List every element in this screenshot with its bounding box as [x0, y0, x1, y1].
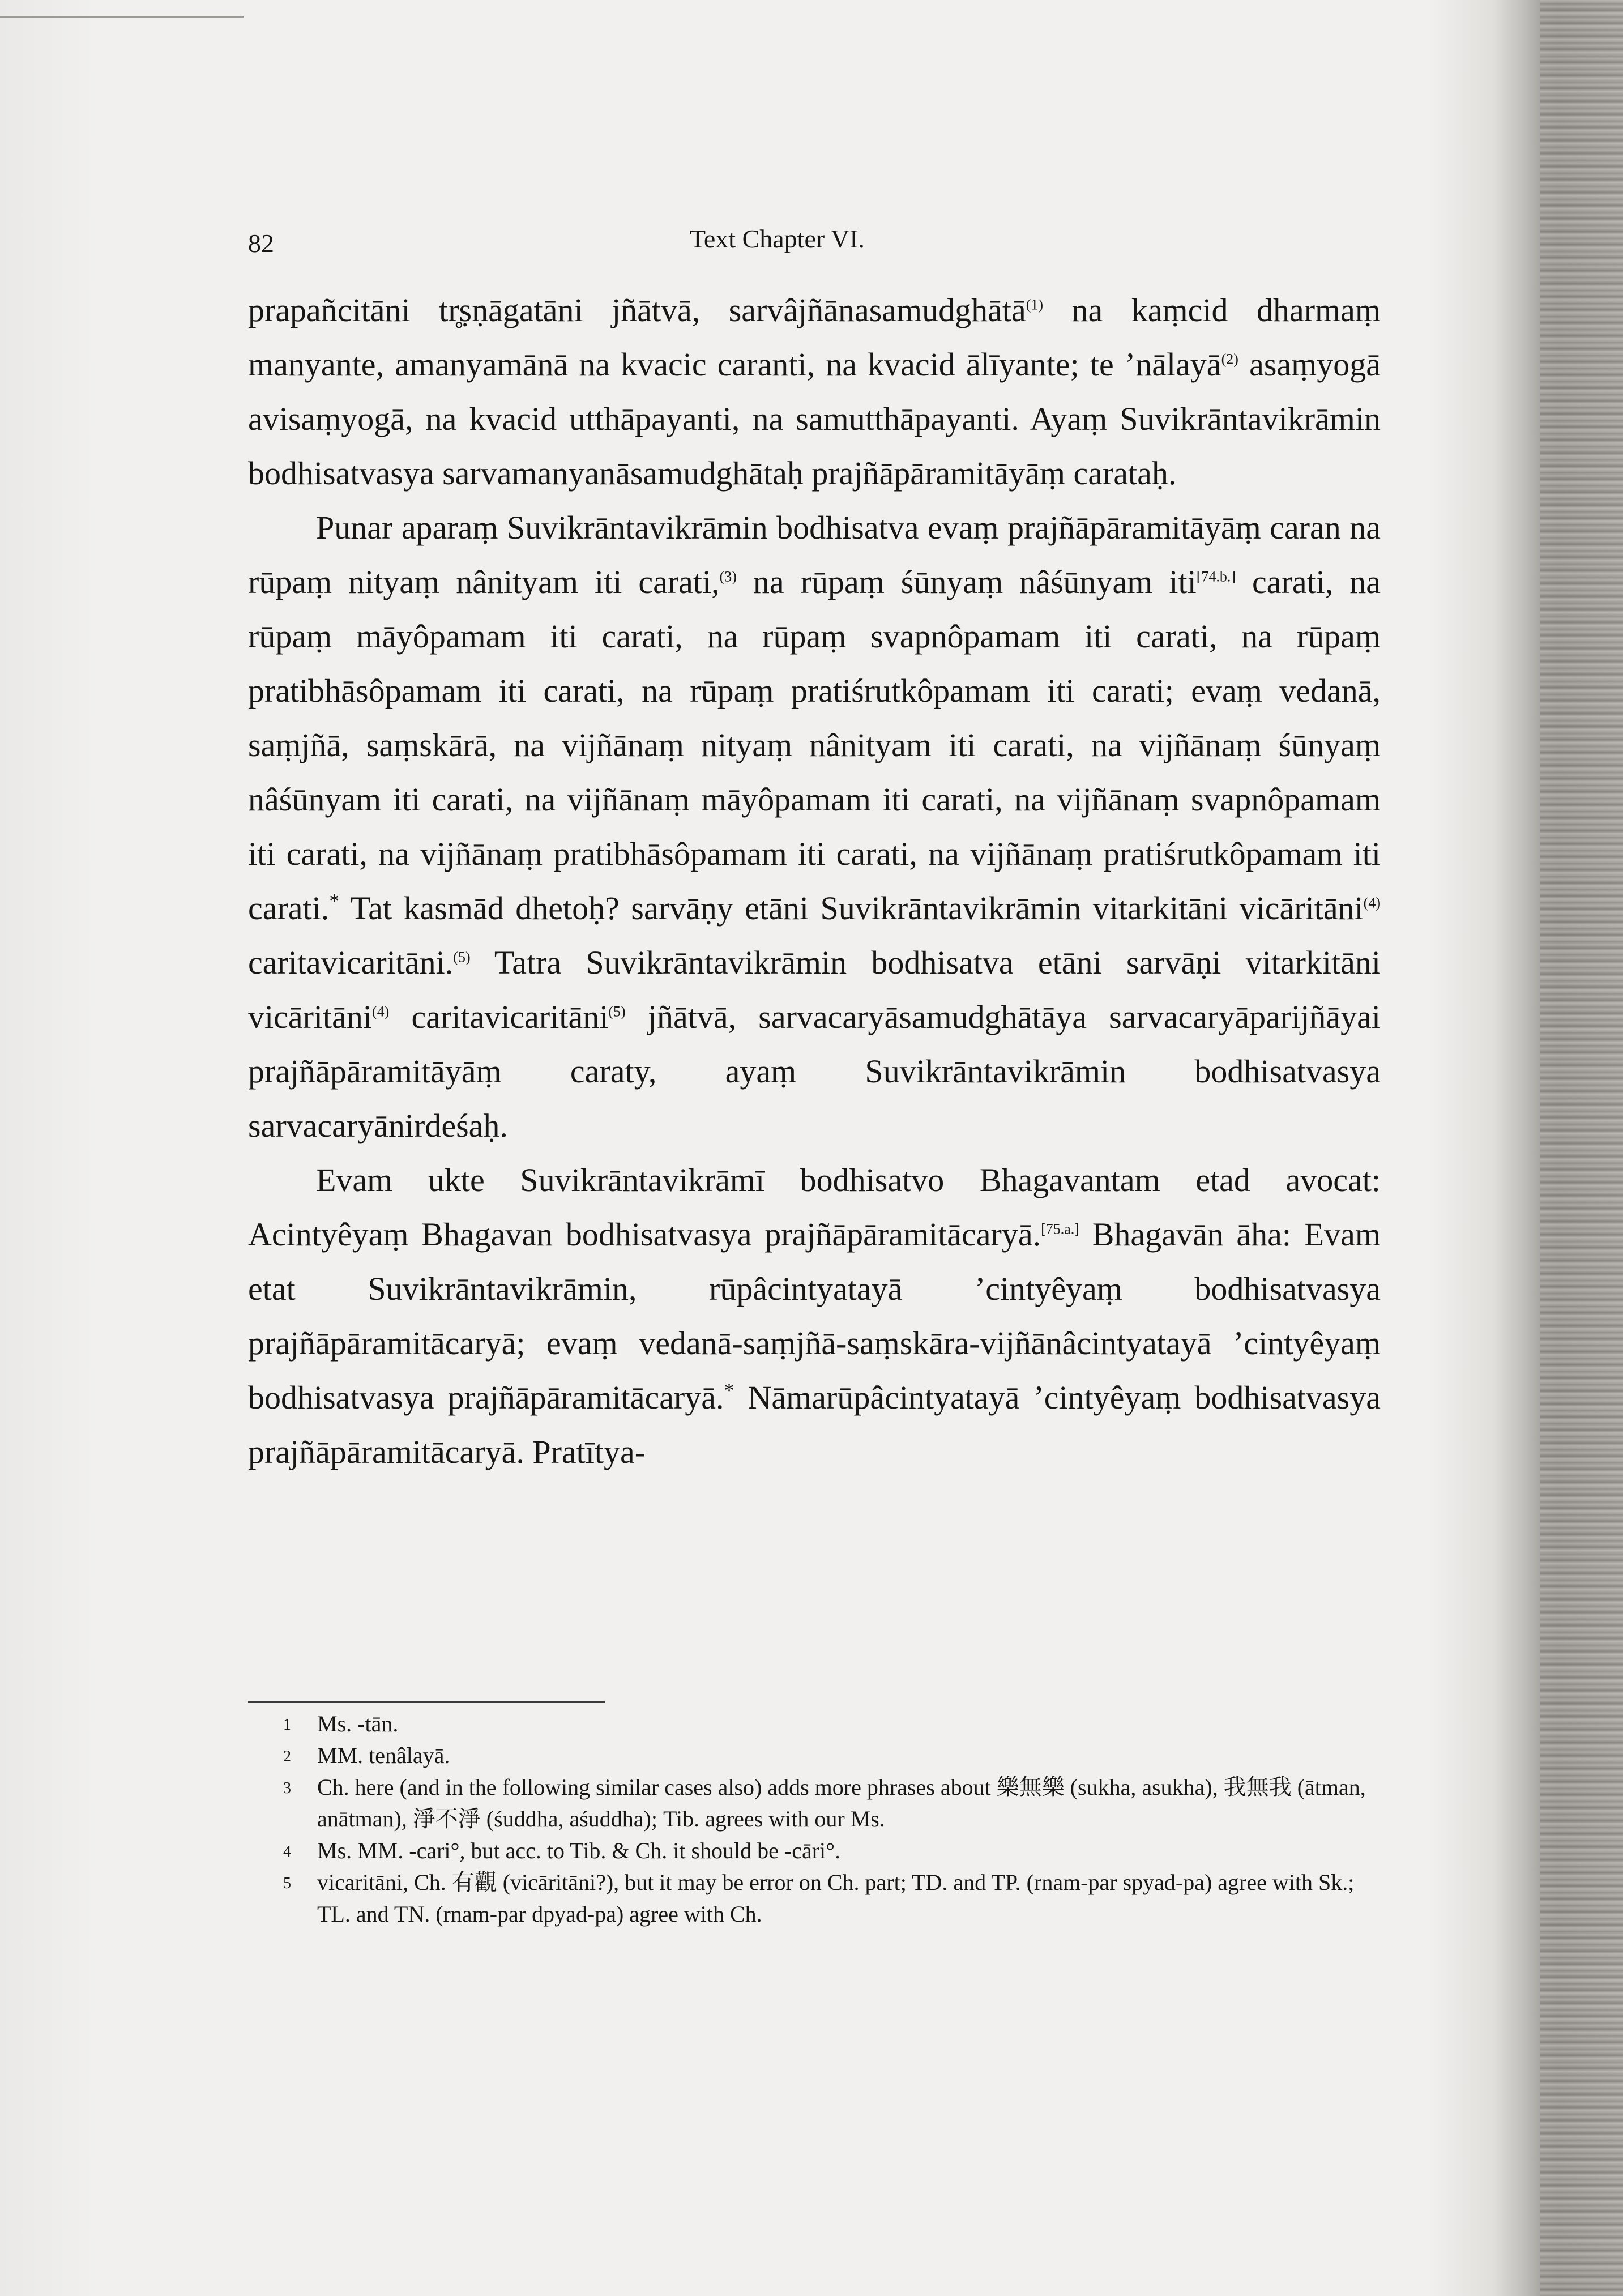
footnote-number: 3	[283, 1779, 291, 1797]
text-run: Tatra Suvikrāntavikrāmin bodhisatva etāni sarvāṇi vitarkitāni vicāritāni	[248, 944, 1381, 1035]
footnote-text: Ms. MM. -cari°, but acc. to Tib. & Ch. it should be -cāri°.	[317, 1838, 841, 1863]
page-number: 82	[248, 229, 274, 258]
footnote-number: 5	[283, 1875, 291, 1892]
footnote-text: Ms. -tān.	[317, 1711, 399, 1736]
folio-marker: [75.a.]	[1041, 1220, 1079, 1237]
footnote	[283, 1772, 1370, 1835]
text-run: na kaṃcid dharmaṃ manyante, amanyamānā na kvacic caranti, na kvacid ālīyante; te ’nālayā	[248, 292, 1381, 383]
footnote-text: MM. tenâlayā.	[317, 1743, 450, 1768]
top-scan-rule	[0, 16, 244, 18]
footnote	[283, 1708, 1370, 1740]
text-run: caritavicaritāni	[389, 998, 609, 1035]
text-run: Evam ukte Suvikrāntavikrāmī bodhisatvo Bhagavantam etad avocat: Acintyêyaṃ Bhagavan bodhisatvasya prajñāpāramitācaryā.	[248, 1162, 1381, 1253]
text-run: asaṃyogā avisaṃyogā, na kvacid utthāpayanti, na samutthāpayanti. Ayaṃ Suvikrāntavikrāmin bodhisatvasya sarvamanyanāsamudghātaḥ prajñāpāramitāyāṃ carataḥ.	[248, 346, 1381, 492]
text-run: caritavicaritāni.	[248, 944, 454, 981]
footnote-text: vicaritāni, Ch. 有觀 (vicāritāni?), but it may be error on Ch. part; TD. and TP. (rnam-par spyad-pa) agree with Sk.; TL. and TN. (rnam-par dpyad-pa) agree with Ch.	[317, 1870, 1355, 1927]
footnote-ref: (5)	[453, 949, 471, 966]
footnote	[283, 1835, 1370, 1867]
footnote-ref: (4)	[372, 1003, 390, 1020]
paragraph-2	[248, 501, 1381, 1153]
asterisk-marker: *	[724, 1379, 734, 1402]
text-run: carati, na rūpaṃ māyôpamam iti carati, na rūpaṃ svapnôpamam iti carati, na rūpaṃ pratibhāsôpamam iti carati, na rūpaṃ pratiśrutkôpamam iti carati; evaṃ vedanā, saṃjñā, saṃskārā, na vijñānaṃ nityaṃ nânityam iti carati, na vijñānaṃ śūnyaṃ nâśūnyam iti carati, na vijñānaṃ māyôpamam iti carati, na vijñānaṃ svapnôpamam iti carati, na vijñānaṃ pratibhāsôpamam iti carati, na vijñānaṃ pratiśrutkôpamam iti carati.	[248, 564, 1381, 927]
running-title: Text Chapter VI.	[690, 224, 865, 253]
footnotes	[283, 1708, 1370, 1930]
text-run: prapañcitāni tr̥ṣṇāgatāni jñātvā, sarvâjñānasamudghātā	[248, 292, 1026, 328]
asterisk-marker: *	[329, 889, 340, 912]
footnote-number: 4	[283, 1843, 291, 1860]
footnote	[283, 1740, 1370, 1772]
footnote-ref: (4)	[1363, 894, 1381, 911]
footnote-ref: (1)	[1026, 296, 1044, 313]
footnote-divider	[248, 1701, 605, 1703]
folio-marker: [74.b.]	[1196, 568, 1236, 585]
footnote-ref: (3)	[719, 568, 737, 585]
text-run: Bhagavān āha: Evam etat Suvikrāntavikrāmin, rūpâcintyatayā ’cintyêyaṃ bodhisatvasya prajñāpāramitācaryā; evaṃ vedanā-saṃjñā-saṃskāra-vijñānâcintyatayā ’cintyêyaṃ bodhisatvasya prajñāpāramitācaryā.	[248, 1216, 1381, 1416]
page-header	[242, 224, 1432, 269]
scan-edge-shadow	[1540, 0, 1623, 2296]
text-run: na rūpaṃ śūnyaṃ nâśūnyam iti	[736, 564, 1197, 600]
footnote-number: 1	[283, 1716, 291, 1734]
footnote-ref: (5)	[608, 1003, 626, 1020]
main-text	[248, 283, 1381, 1479]
footnote-ref: (2)	[1221, 351, 1238, 368]
text-run: Punar aparaṃ Suvikrāntavikrāmin bodhisatva evaṃ prajñāpāramitāyāṃ caran na rūpaṃ nityaṃ nânityam iti carati,	[248, 509, 1381, 600]
text-run: Tat kasmād dhetoḥ? sarvāṇy etāni Suvikrāntavikrāmin vitarkitāni vicāritāni	[339, 890, 1364, 927]
footnote-text: Ch. here (and in the following similar cases also) adds more phrases about 樂無樂 (sukha, asukha), 我無我 (ātman, anātman), 淨不淨 (śuddha, aśuddha); Tib. agrees with our Ms.	[317, 1774, 1366, 1832]
footnote	[283, 1867, 1370, 1930]
text-run: jñātvā, sarvacaryāsamudghātāya sarvacaryāparijñāyai prajñāpāramitāyāṃ caraty, ayaṃ Suvikrāntavikrāmin bodhisatvasya sarvacaryānirdeśaḥ.	[248, 998, 1381, 1144]
text-run: Nāmarūpâcintyatayā ’cintyêyaṃ bodhisatvasya prajñāpāramitācaryā. Pratītya-	[248, 1379, 1381, 1470]
paragraph-3	[248, 1153, 1381, 1479]
footnote-number: 2	[283, 1748, 291, 1765]
paragraph-1	[248, 283, 1381, 501]
